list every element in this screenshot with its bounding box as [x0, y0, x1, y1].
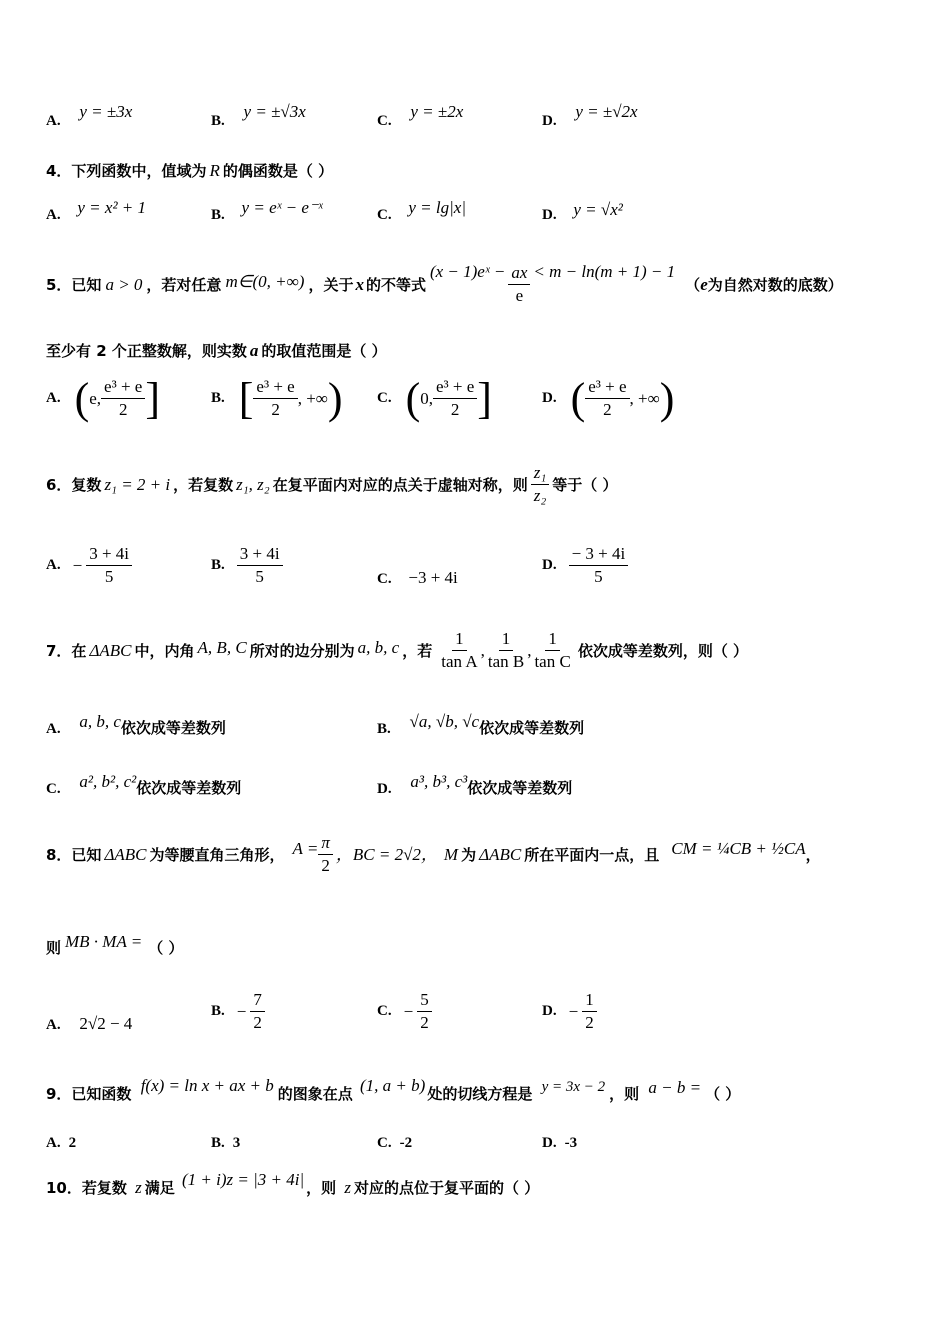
q7-option-d: D. a³, b³, c³依次成等差数列 — [377, 772, 573, 797]
q3-option-a — [46, 102, 133, 130]
q5-fraction: $\frac{ax}{e}$ — [508, 262, 530, 307]
q8-option-c: C. − $\frac{5}{2}$ — [377, 989, 432, 1034]
q8-option-d: D. − $\frac{1}{2}$ — [542, 989, 597, 1034]
q6-option-c: C. −3 + 4i — [377, 568, 458, 587]
q4-option-b: B. y = eˣ − e⁻ˣ — [211, 198, 323, 223]
q10-stem: 10．若复数 z 满足 (1 + i)z = |3 + 4i| ，则 z 对应的点位于复平面的（ ） — [46, 1170, 540, 1197]
q9-stem: 9．已知函数 f(x) = ln x + ax + b 的图象在点 (1, a + b) 处的切线方程是 y = 3x − 2 ，则 a − b = （ ） — [46, 1076, 741, 1103]
q3-option-b — [211, 102, 306, 130]
q6-option-d: D. $\frac{- 3 + 4i}{5}$ — [542, 543, 628, 588]
q7-option-a: A. a, b, c依次成等差数列 — [46, 712, 226, 737]
q7-option-c: C. a², b², c²依次成等差数列 — [46, 772, 242, 797]
q6-stem: 6．复数 z₁ = 2 + i ，若复数 z₁, z₂ 在复平面内对应的点关于虚轴对称，则 $\frac{\text{z₁}}{\text{z₂}}$ 等于（ ） — [46, 463, 618, 505]
q5-option-c: C. ( 0, $\frac{\text{e³ + e}}{2}$ ] — [377, 373, 492, 423]
q4-option-a: A. y = x² + 1 — [46, 198, 147, 223]
q5-stem: 5．已知 a > 0 ，若对任意 m∈(0, +∞) ，关于 x 的不等式 (x − 1)eˣ − $\frac{ax}{e}$ < m − ln(m + 1) − 1 （ e 为自然对数的底数） — [46, 261, 843, 305]
q6-option-a: A. − $\frac{3 + 4i}{5}$ — [46, 543, 132, 588]
q8-stem-line2: 则 MB · MA = （ ） — [46, 932, 184, 957]
q5-option-d: D. ( $\frac{\text{e³ + e}}{2}$ , +∞ ) — [542, 373, 675, 423]
q5-stem-line2: 至少有 2 个正整数解，则实数 a 的取值范围是（ ） — [46, 341, 387, 360]
q3-option-c — [377, 102, 464, 130]
q7-option-b: B. √a, √b, √c依次成等差数列 — [377, 712, 585, 737]
q9-option-b: B. 3 — [211, 1135, 241, 1151]
q9-option-a: A. 2 — [46, 1135, 77, 1151]
q9-option-c: C. -2 — [377, 1135, 413, 1151]
q3-option-d — [542, 102, 638, 130]
q6-fraction: $\frac{\text{z₁}}{\text{z₂}}$ — [531, 462, 550, 507]
option-expr: y = ±√2x — [575, 102, 638, 121]
q4-option-c: C. y = lg|x| — [377, 198, 467, 223]
option-expr: y = ±3x — [79, 102, 133, 121]
q5-option-a: A. ( e, $\frac{\text{e³ + e}}{2}$ ] — [46, 373, 160, 423]
q5-option-b: B. [ $\frac{\text{e³ + e}}{2}$ , +∞ ) — [211, 373, 343, 423]
option-label: D. — [542, 113, 557, 129]
option-label: B. — [211, 113, 225, 129]
q8-option-a: A. 2√2 − 4 — [46, 1014, 133, 1033]
q6-option-b: B. $\frac{3 + 4i}{5}$ — [211, 543, 283, 588]
q4-stem: 4．下列函数中，值域为 R 的偶函数是（ ） — [46, 161, 334, 180]
option-expr: y = ±√3x — [243, 102, 306, 121]
option-expr: y = ±2x — [410, 102, 464, 121]
q4-option-d: D. y = √x² — [542, 200, 623, 223]
option-label: C. — [377, 113, 392, 129]
q9-option-d: D. -3 — [542, 1135, 578, 1151]
q8-stem: 8．已知 ΔABC 为等腰直角三角形， A = $\frac{\pi}{2}$ ，BC = 2√2， M 为 ΔABC 所在平面内一点，且 CM = ¼CB + ½CA ， — [46, 833, 821, 875]
q7-stem: 7．在 ΔABC 中，内角 A, B, C 所对的边分别为 a, b, c ，若 $\frac{1}{\text{tan A}}$ , $\frac{1}{\text{tan B}}$ , $\frac{1}{\text{tan C}}$ 依次成等差数列，则（ ） — [46, 629, 749, 671]
option-label: A. — [46, 113, 61, 129]
q8-option-b: B. − $\frac{7}{2}$ — [211, 989, 265, 1034]
